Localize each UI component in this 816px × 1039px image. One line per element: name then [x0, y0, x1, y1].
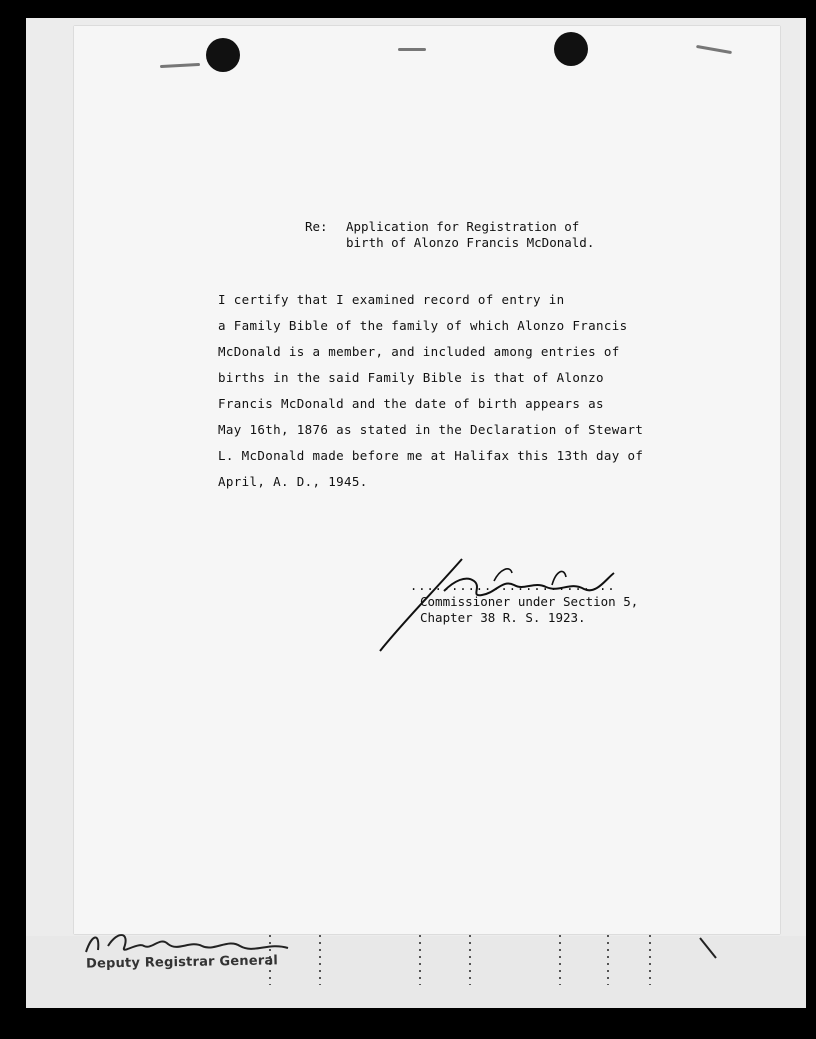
body-line: May 16th, 1876 as stated in the Declaration of Stewart	[218, 422, 644, 437]
staple-mark	[160, 63, 200, 68]
body-line: L. McDonald made before me at Halifax this 13th day of	[218, 448, 644, 463]
body-line: April, A. D., 1945.	[218, 474, 368, 489]
commissioner-title: Chapter 38 R. S. 1923.	[420, 610, 586, 625]
re-label: Re:	[305, 219, 328, 234]
punch-hole-right	[554, 32, 588, 66]
punch-hole-left	[206, 38, 240, 72]
commissioner-title: Commissioner under Section 5,	[420, 594, 639, 609]
re-line: Application for Registration of	[346, 219, 580, 234]
re-line: birth of Alonzo Francis McDonald.	[346, 235, 595, 250]
body-line: births in the said Family Bible is that of Alonzo	[218, 370, 604, 385]
body-line: McDonald is a member, and included among entries of	[218, 344, 620, 359]
signature-line: .........................	[410, 579, 616, 593]
staple-mark	[398, 48, 426, 51]
staple-mark	[696, 45, 732, 54]
certificate-page	[74, 26, 780, 934]
deputy-registrar-stamp: Deputy Registrar General	[85, 953, 279, 972]
body-line: a Family Bible of the family of which Alonzo Francis	[218, 318, 628, 333]
body-line: I certify that I examined record of entry in	[218, 292, 565, 307]
body-line: Francis McDonald and the date of birth appears as	[218, 396, 604, 411]
